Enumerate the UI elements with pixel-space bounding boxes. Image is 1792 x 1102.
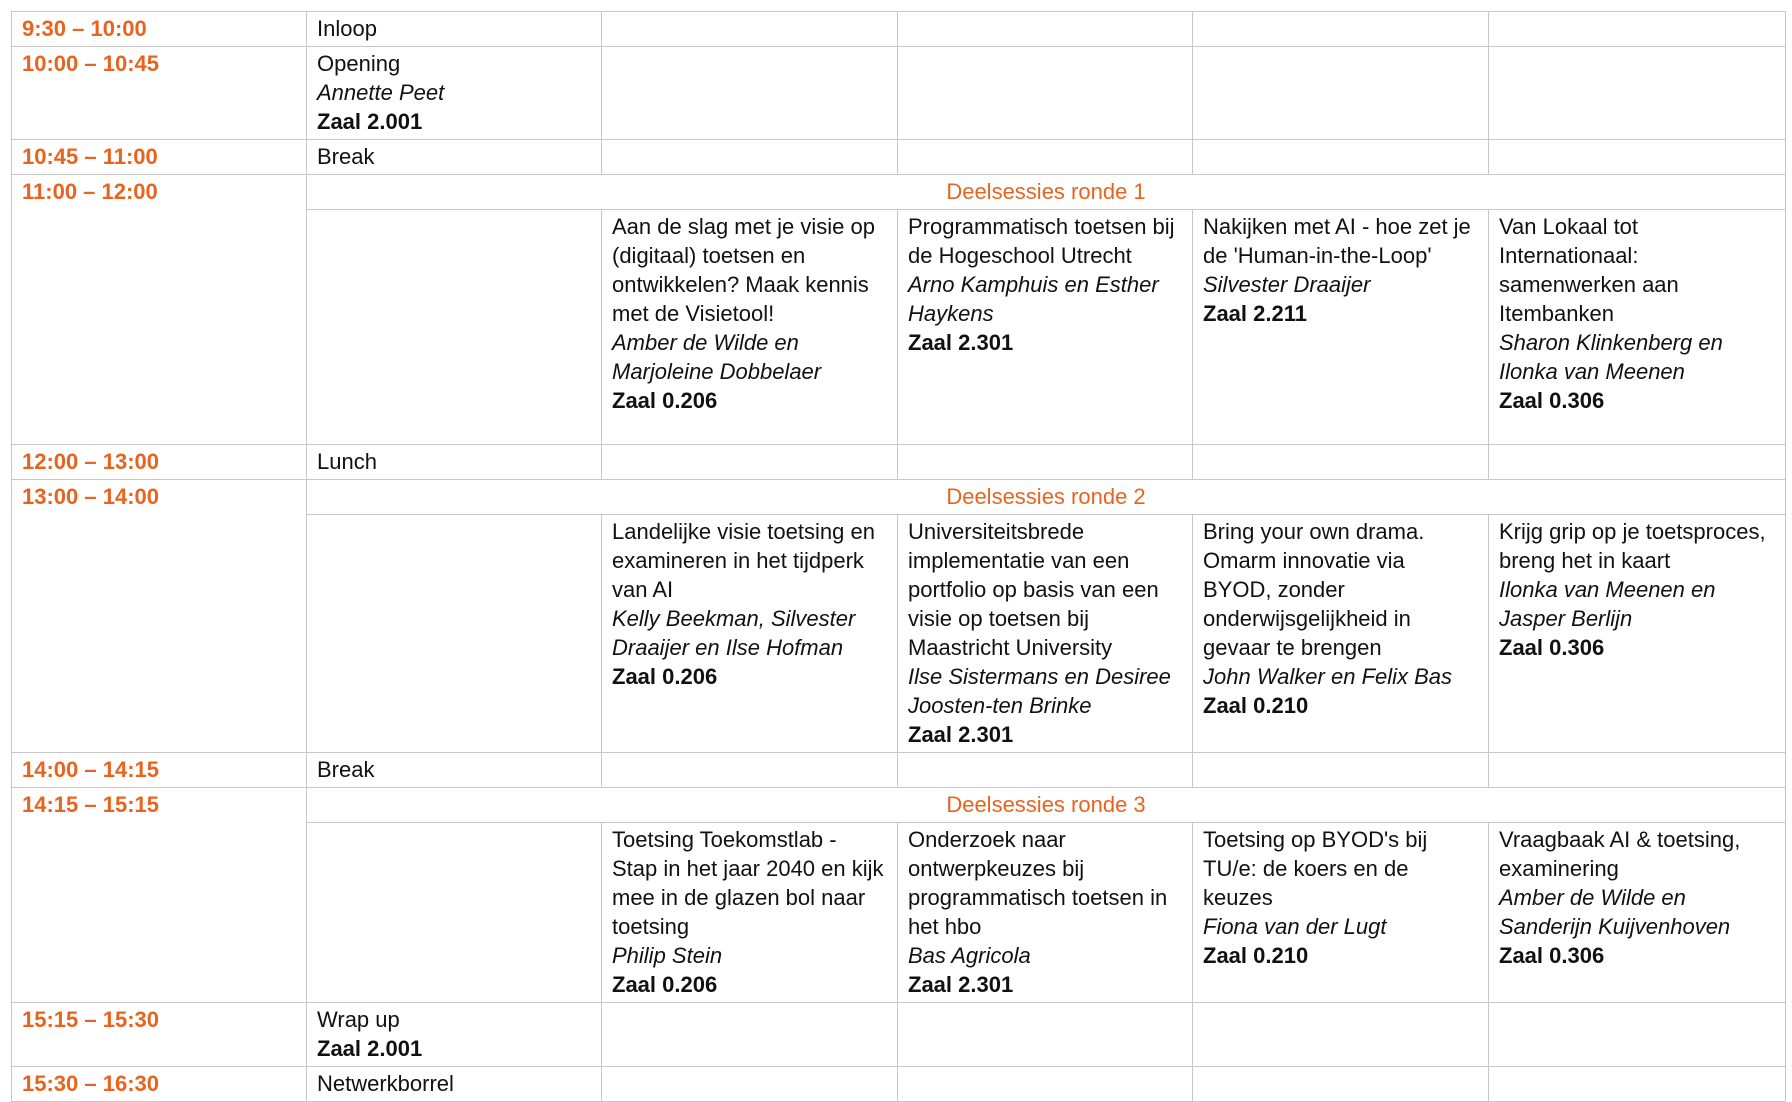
round-header: Deelsessies ronde 3 [307, 788, 1786, 823]
empty-cell [1193, 140, 1489, 175]
session-speakers: Philip Stein [612, 943, 723, 968]
session-cell [1489, 210, 1786, 445]
session-title: Bring your own drama. Omarm innovatie via BYOD, zonder onderwijsgelijkheid in gevaar te brengen [1203, 519, 1425, 660]
empty-cell [1193, 47, 1489, 140]
session-cell [1489, 823, 1786, 1003]
session-title: Toetsing op BYOD's bij TU/e: de koers en de keuzes [1203, 827, 1428, 910]
round-header: Deelsessies ronde 2 [307, 480, 1786, 515]
row-wrap-up [12, 1003, 1786, 1067]
empty-cell [898, 1003, 1193, 1067]
session-speakers: Ilonka van Meenen en Jasper Berlijn [1499, 577, 1716, 631]
row-round-2-header [12, 480, 1786, 515]
row-round-3-header [12, 788, 1786, 823]
session-speakers: Amber de Wilde en Sanderijn Kuijvenhoven [1499, 885, 1731, 939]
session-title: Landelijke visie toetsing en examineren in het tijdperk van AI [612, 519, 875, 602]
empty-cell [1489, 1067, 1786, 1102]
room-label: Zaal 0.306 [1499, 943, 1605, 968]
empty-cell [602, 1067, 898, 1102]
row-round-1-header [12, 175, 1786, 210]
empty-cell [1193, 753, 1489, 788]
room-label: Zaal 2.301 [908, 972, 1014, 997]
room-label: Zaal 0.210 [1203, 943, 1309, 968]
session-cell [1489, 515, 1786, 753]
empty-cell [1193, 1003, 1489, 1067]
room-label: Zaal 0.210 [1203, 693, 1309, 718]
time-slot: 12:00 – 13:00 [12, 445, 307, 480]
time-slot: 13:00 – 14:00 [12, 480, 307, 753]
time-slot: 10:45 – 11:00 [12, 140, 307, 175]
slot-label: Opening [317, 51, 401, 76]
empty-cell [898, 140, 1193, 175]
session-title: Aan de slag met je visie op (digitaal) toetsen en ontwikkelen? Maak kennis met de Visietool! [612, 214, 875, 326]
empty-cell [898, 445, 1193, 480]
empty-cell [1489, 47, 1786, 140]
session-speakers: Kelly Beekman, Silvester Draaijer en Ilse Hofman [612, 606, 856, 660]
slot-label: Break [307, 140, 602, 175]
time-slot: 10:00 – 10:45 [12, 47, 307, 140]
session-cell [602, 210, 898, 445]
empty-cell [602, 140, 898, 175]
time-slot: 11:00 – 12:00 [12, 175, 307, 445]
room-label: Zaal 2.001 [317, 1036, 423, 1061]
empty-cell [602, 1003, 898, 1067]
empty-cell [898, 753, 1193, 788]
session-cell [602, 515, 898, 753]
empty-cell [1489, 140, 1786, 175]
room-label: Zaal 2.301 [908, 330, 1014, 355]
session-cell [898, 210, 1193, 445]
session-speakers: Silvester Draaijer [1203, 272, 1371, 297]
session-cell [1193, 210, 1489, 445]
session-speakers: Amber de Wilde en Marjoleine Dobbelaer [612, 330, 822, 384]
round-header: Deelsessies ronde 1 [307, 175, 1786, 210]
slot-label: Wrap up [317, 1007, 400, 1032]
room-label: Zaal 0.306 [1499, 635, 1605, 660]
session-speakers: Arno Kamphuis en Esther Haykens [908, 272, 1159, 326]
row-netwerkborrel [12, 1067, 1786, 1102]
session-cell [602, 823, 898, 1003]
session-cell [898, 823, 1193, 1003]
empty-cell [602, 445, 898, 480]
empty-cell [898, 47, 1193, 140]
wrapup-cell [307, 1003, 602, 1067]
session-title: Toetsing Toekomstlab - Stap in het jaar 2040 en kijk mee in de glazen bol naar toetsing [612, 827, 884, 939]
program-schedule-table [11, 11, 1786, 1102]
row-inloop [12, 12, 1786, 47]
empty-cell [1489, 12, 1786, 47]
slot-label: Netwerkborrel [307, 1067, 602, 1102]
session-title: Vraagbaak AI & toetsing, examinering [1499, 827, 1741, 881]
empty-cell [898, 12, 1193, 47]
session-title: Nakijken met AI - hoe zet je de 'Human-in-the-Loop' [1203, 214, 1471, 268]
empty-cell [1489, 1003, 1786, 1067]
empty-cell [1193, 1067, 1489, 1102]
row-lunch [12, 445, 1786, 480]
slot-label: Inloop [307, 12, 602, 47]
room-label: Zaal 0.206 [612, 388, 718, 413]
slot-label: Break [307, 753, 602, 788]
empty-cell [898, 1067, 1193, 1102]
session-speakers: Bas Agricola [908, 943, 1031, 968]
room-label: Zaal 0.306 [1499, 388, 1605, 413]
empty-cell [1489, 753, 1786, 788]
row-break-2 [12, 753, 1786, 788]
time-slot: 14:15 – 15:15 [12, 788, 307, 1003]
session-cell [1193, 515, 1489, 753]
session-cell [898, 515, 1193, 753]
time-slot: 14:00 – 14:15 [12, 753, 307, 788]
row-break-1 [12, 140, 1786, 175]
empty-cell [307, 515, 602, 753]
slot-label: Lunch [307, 445, 602, 480]
session-title: Krijg grip op je toetsproces, breng het in kaart [1499, 519, 1766, 573]
empty-cell [602, 753, 898, 788]
session-title: Van Lokaal tot Internationaal: samenwerken aan Itembanken [1499, 214, 1679, 326]
row-opening [12, 47, 1786, 140]
room-label: Zaal 0.206 [612, 664, 718, 689]
time-slot: 9:30 – 10:00 [12, 12, 307, 47]
time-slot: 15:30 – 16:30 [12, 1067, 307, 1102]
room-label: Zaal 0.206 [612, 972, 718, 997]
room-label: Zaal 2.001 [317, 109, 423, 134]
empty-cell [1489, 445, 1786, 480]
empty-cell [602, 12, 898, 47]
session-speakers: Sharon Klinkenberg en Ilonka van Meenen [1499, 330, 1723, 384]
empty-cell [307, 823, 602, 1003]
empty-cell [602, 47, 898, 140]
empty-cell [1193, 445, 1489, 480]
session-title: Programmatisch toetsen bij de Hogeschool Utrecht [908, 214, 1175, 268]
session-speakers: John Walker en Felix Bas [1203, 664, 1453, 689]
session-cell [1193, 823, 1489, 1003]
time-slot: 15:15 – 15:30 [12, 1003, 307, 1067]
session-title: Onderzoek naar ontwerpkeuzes bij programmatisch toetsen in het hbo [908, 827, 1168, 939]
session-speakers: Ilse Sistermans en Desiree Joosten-ten Brinke [908, 664, 1171, 718]
room-label: Zaal 2.301 [908, 722, 1014, 747]
room-label: Zaal 2.211 [1203, 301, 1307, 326]
session-title: Universiteitsbrede implementatie van een portfolio op basis van een visie op toetsen bij Maastricht University [908, 519, 1159, 660]
empty-cell [1193, 12, 1489, 47]
session-speakers: Fiona van der Lugt [1203, 914, 1387, 939]
empty-cell [307, 210, 602, 445]
speaker-name: Annette Peet [317, 80, 445, 105]
opening-cell [307, 47, 602, 140]
